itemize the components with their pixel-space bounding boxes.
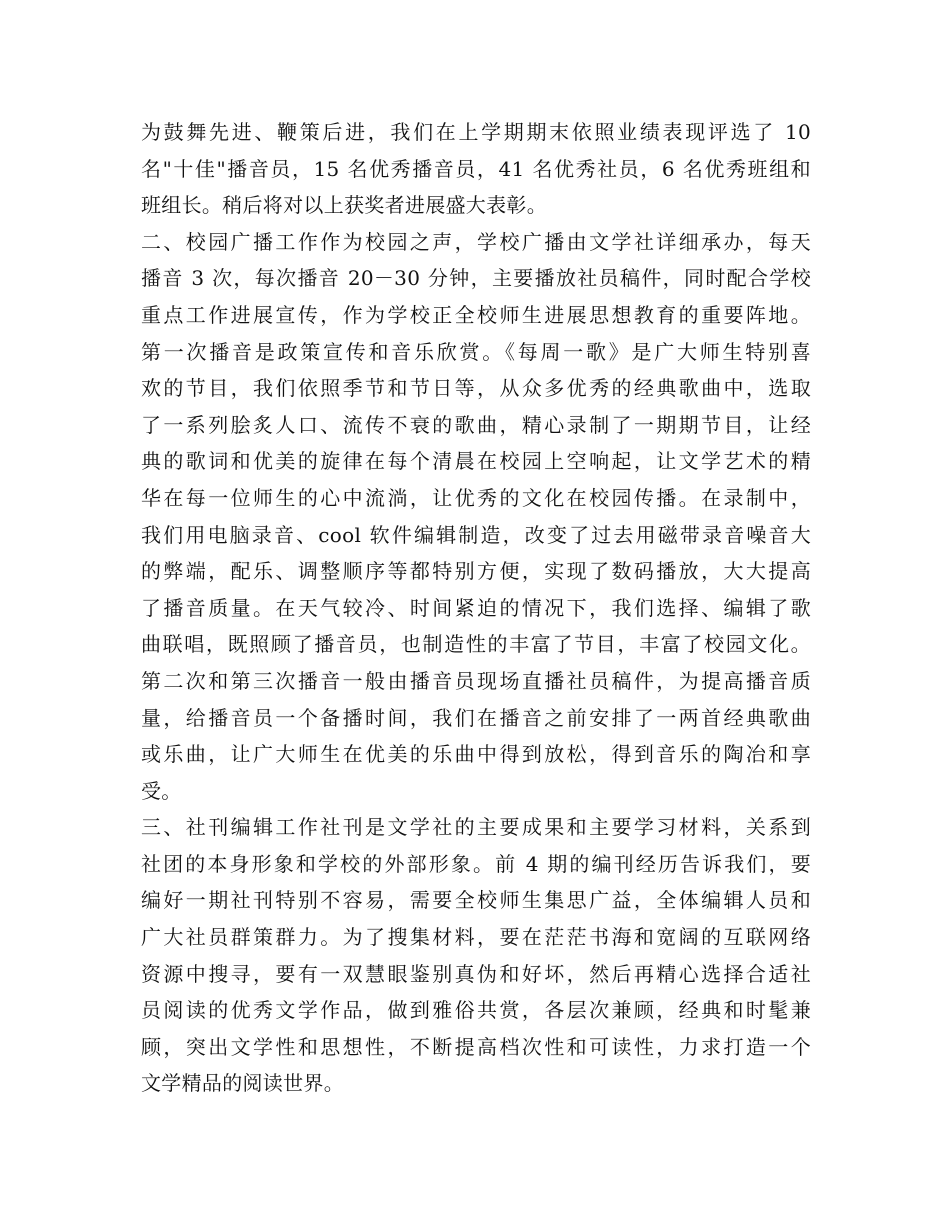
text-line: 员阅读的优秀文学作品，做到雅俗共赏，各层次兼顾，经典和时髦兼	[141, 998, 811, 1023]
text-line: 二、校园广播工作作为校园之声，学校广播由文学社详细承办，每天	[141, 229, 811, 254]
text-line: 曲联唱，既照顾了播音员，也制造性的丰富了节目，丰富了校园文化。	[141, 632, 811, 657]
text-line: 重点工作进展宣传，作为学校正全校师生进展思想教育的重要阵地。	[141, 302, 811, 327]
text-line: 典的歌词和优美的旋律在每个清晨在校园上空响起，让文学艺术的精	[141, 449, 811, 474]
text-line: 文学精品的阅读世界。	[141, 1071, 344, 1096]
text-line: 的弊端，配乐、调整顺序等都特别方便，实现了数码播放，大大提高	[141, 559, 811, 584]
text-line: 了播音质量。在天气较冷、时间紧迫的情况下，我们选择、编辑了歌	[141, 595, 811, 620]
text-line: 班组长。稍后将对以上获奖者进展盛大表彰。	[141, 193, 547, 218]
text-line: 欢的节目，我们依照季节和节日等，从众多优秀的经典歌曲中，选取	[141, 376, 811, 401]
text-line: 了一系列脍炙人口、流传不衰的歌曲，精心录制了一期期节目，让经	[141, 412, 811, 437]
text-line: 我们用电脑录音、cool 软件编辑制造，改变了过去用磁带录音噪音大	[141, 522, 811, 547]
text-line: 顾，突出文学性和思想性，不断提高档次性和可读性，力求打造一个	[141, 1034, 811, 1059]
text-line: 资源中搜寻，要有一双慧眼鉴别真伪和好坏，然后再精心选择合适社	[141, 961, 811, 986]
text-line: 华在每一位师生的心中流淌，让优秀的文化在校园传播。在录制中，	[141, 485, 811, 510]
text-line: 为鼓舞先进、鞭策后进，我们在上学期期末依照业绩表现评选了 10	[141, 120, 811, 144]
text-line: 广大社员群策群力。为了搜集材料，要在茫茫书海和宽阔的互联网络	[141, 925, 811, 950]
text-line: 量，给播音员一个备播时间，我们在播音之前安排了一两首经典歌曲	[141, 705, 811, 730]
text-line: 第一次播音是政策宣传和音乐欣赏。《每周一歌》是广大师生特别喜	[141, 339, 811, 364]
text-line: 名"十佳"播音员，15 名优秀播音员，41 名优秀社员，6 名优秀班组和	[141, 156, 811, 181]
text-line: 受。	[141, 778, 182, 803]
document-body	[141, 114, 811, 1102]
text-line: 播音 3 次，每次播音 20－30 分钟，主要播放社员稿件，同时配合学校	[141, 266, 811, 291]
text-line: 第二次和第三次播音一般由播音员现场直播社员稿件，为提高播音质	[141, 668, 811, 693]
text-line: 或乐曲，让广大师生在优美的乐曲中得到放松，得到音乐的陶冶和享	[141, 742, 811, 767]
text-line: 社团的本身形象和学校的外部形象。前 4 期的编刊经历告诉我们，要	[141, 851, 811, 876]
text-line: 编好一期社刊特别不容易，需要全校师生集思广益，全体编辑人员和	[141, 888, 811, 913]
text-line: 三、社刊编辑工作社刊是文学社的主要成果和主要学习材料，关系到	[141, 815, 811, 840]
